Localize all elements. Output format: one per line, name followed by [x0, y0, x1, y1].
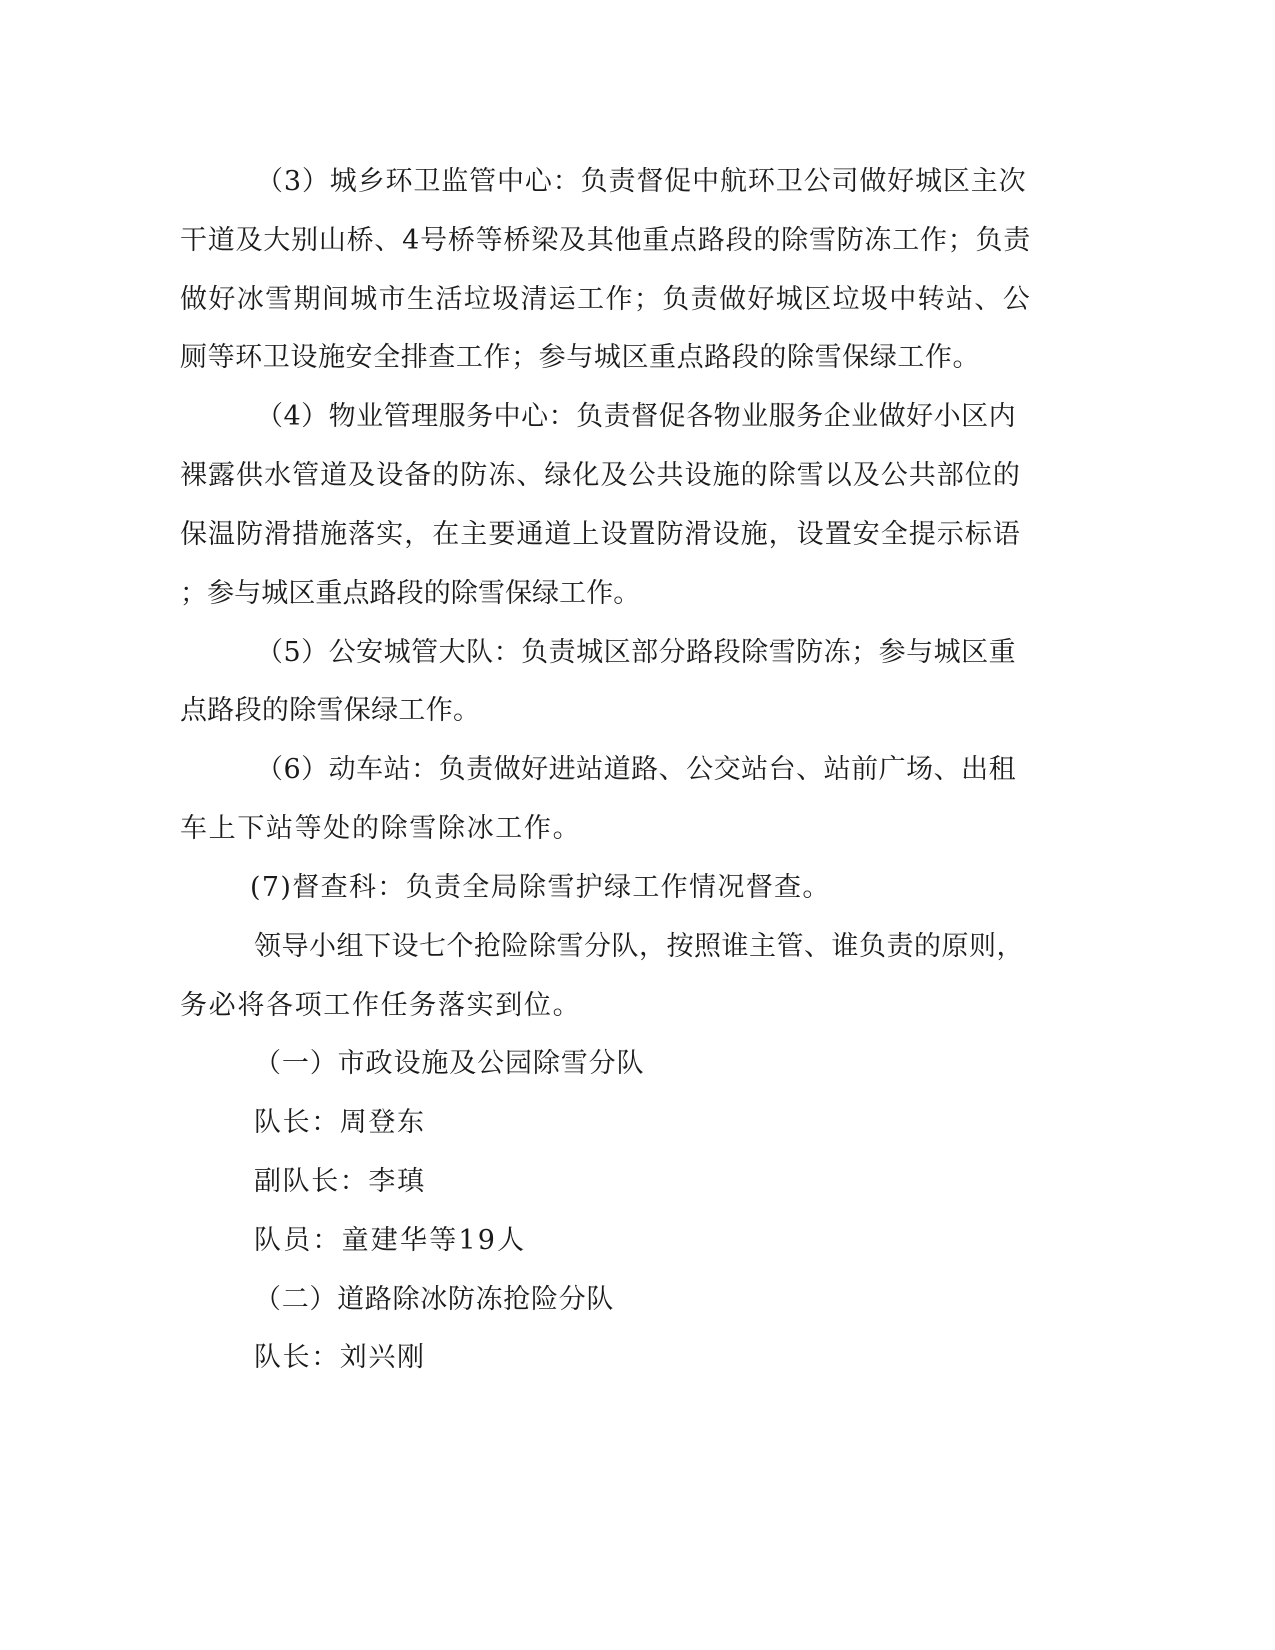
paragraph-6-line-1: （6）动车站：负责做好进站道路、公交站台、站前广场、出租: [256, 754, 1017, 785]
squad-1-leader: 队长：周登东: [254, 1107, 426, 1138]
squad-2-leader: 队长：刘兴刚: [254, 1342, 426, 1373]
paragraph-4-line-1: （4）物业管理服务中心：负责督促各物业服务企业做好小区内: [256, 401, 1017, 432]
squad-1-members: 队员：童建华等19人: [254, 1225, 527, 1256]
paragraph-7: (7)督查科：负责全局除雪护绿工作情况督查。: [250, 872, 831, 903]
paragraph-6-line-2: 车上下站等处的除雪除冰工作。: [180, 813, 582, 844]
paragraph-4-line-3: 保温防滑措施落实，在主要通道上设置防滑设施，设置安全提示标语: [180, 519, 1021, 550]
squad-2-heading: （二）道路除冰防冻抢险分队: [254, 1284, 615, 1315]
paragraph-3-line-2: 干道及大别山桥、4号桥等桥梁及其他重点路段的除雪防冻工作；负责: [180, 225, 1032, 256]
paragraph-5-line-2: 点路段的除雪保绿工作。: [180, 695, 481, 726]
paragraph-squads-line-1: 领导小组下设七个抢险除雪分队，按照谁主管、谁负责的原则，: [254, 931, 1024, 962]
paragraph-4-line-4: ；参与城区重点路段的除雪保绿工作。: [180, 578, 641, 609]
paragraph-3-line-4: 厕等环卫设施安全排查工作；参与城区重点路段的除雪保绿工作。: [180, 342, 981, 373]
squad-1-deputy: 副队长：李瑱: [254, 1166, 426, 1197]
paragraph-4-line-2: 裸露供水管道及设备的防冻、绿化及公共设施的除雪以及公共部位的: [180, 460, 1021, 491]
paragraph-3-line-1: （3）城乡环卫监管中心：负责督促中航环卫公司做好城区主次: [256, 166, 1027, 197]
paragraph-3-line-3: 做好冰雪期间城市生活垃圾清运工作；负责做好城区垃圾中转站、公: [180, 284, 1032, 315]
squad-1-heading: （一）市政设施及公园除雪分队: [254, 1048, 645, 1079]
paragraph-5-line-1: （5）公安城管大队：负责城区部分路段除雪防冻；参与城区重: [256, 637, 1017, 668]
paragraph-squads-line-2: 务必将各项工作任务落实到位。: [180, 990, 582, 1021]
